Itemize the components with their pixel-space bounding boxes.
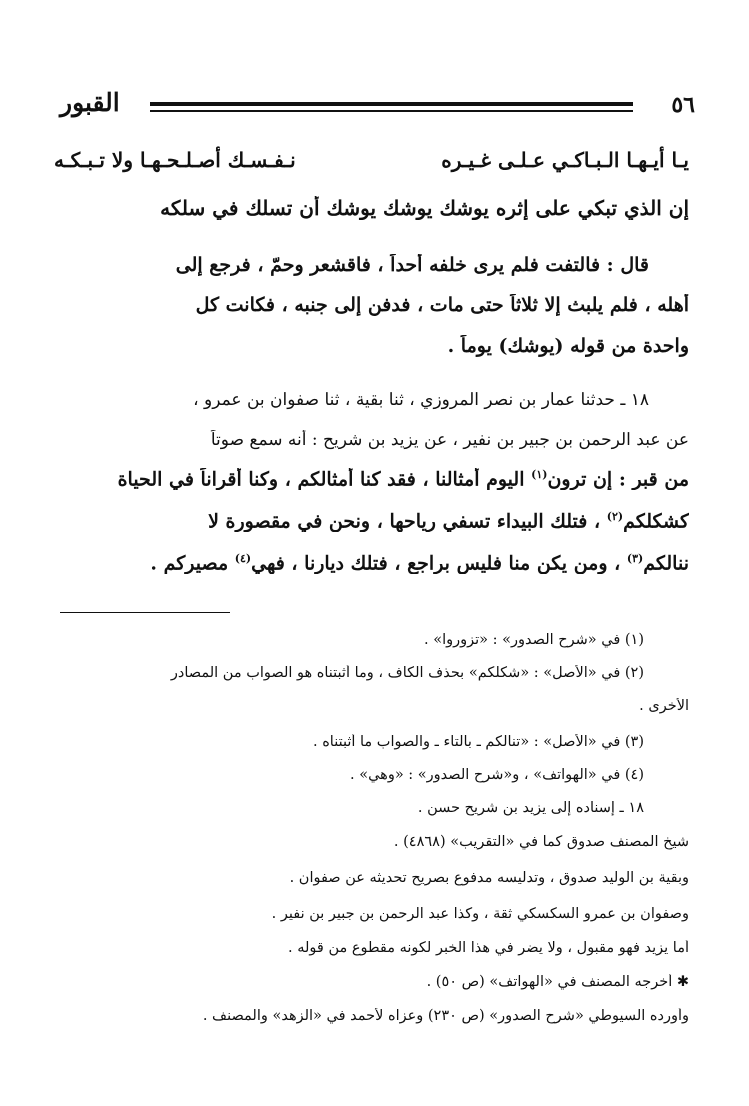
verse-1-first-hemistich: يـا أيـهـا الـبـاكـي عـلـى غـيـره <box>441 148 689 172</box>
hadith-line-3-start: من قبر : إن ترون <box>547 468 689 491</box>
hadith-line-3 <box>60 468 689 490</box>
hadith-line-2: عن عبد الرحمن بن جبير بن نفير ، عن يزيد بن شريح : أنه سمع صوتاً <box>210 430 689 450</box>
poem-verse-2: إن الذي تبكي على إثره يوشك يوشك يوشك أن تسلك في سلكه <box>160 196 689 220</box>
verse-1-second-hemistich: نـفـسـك أصـلـحـهـا ولا تـبـكـه <box>54 148 296 172</box>
footnote-2-line-2: الأخرى . <box>639 698 689 714</box>
tahqiq-line-3: وبقية بن الوليد صدوق ، وتدليسه مدفوع بصريح تحديثه عن صفوان . <box>289 870 689 886</box>
narrative-line-2: أهله ، فلم يلبث إلا ثلاثاً حتى مات ، فدفن إلى جنبه ، فكانت كل <box>195 294 689 316</box>
hadith-line-4 <box>60 510 689 532</box>
tahqiq-line-7: وأورده السيوطي «شرح الصدور» (ص ٢٣٠) وعزاه لأحمد في «الزهد» والمصنف . <box>202 1008 689 1024</box>
tahqiq-line-2: شيخ المصنف صدوق كما في «التقريب» (٤٨٦٨) . <box>393 834 689 850</box>
tahqiq-line-1: ١٨ ـ إسناده إلى يزيد بن شريح حسن . <box>417 800 644 816</box>
footnote-separator <box>60 612 230 613</box>
footnote-ref-1[interactable]: (١) <box>531 468 548 481</box>
header-rule-thin <box>150 110 633 112</box>
footnote-ref-3[interactable]: (٣) <box>626 552 644 565</box>
footnote-1: (١) في «شرح الصدور» : «تزوروا» . <box>424 632 644 648</box>
tahqiq-line-5: أما يزيد فهو مقبول ، ولا يضر في هذا الخبر لكونه مقطوع من قوله . <box>288 940 689 956</box>
hadith-line-3-end: اليوم أمثالنا ، فقد كنا أمثالكم ، وكنا أقراناً في الحياة <box>117 468 532 491</box>
narrative-line-1: قال : فالتفت فلم يرى خلفه أحداً ، فاقشعر وحمّ ، فرجع إلى <box>175 254 649 276</box>
page-header <box>60 88 695 128</box>
page-number: ٥٦ <box>671 92 695 118</box>
footnote-ref-2[interactable]: (٢) <box>606 510 624 523</box>
footnote-3: (٣) في «الأصل» : «تنالكم ـ بالتاء ـ والصواب ما أثبتناه . <box>312 734 644 750</box>
hadith-line-4-start: كشكلكم <box>623 510 689 533</box>
header-rule-thick <box>150 102 633 106</box>
footnote-2-line-1: (٢) في «الأصل» : «شكلكم» بحذف الكاف ، وما أثبتناه هو الصواب من المصادر <box>170 665 644 681</box>
running-title: القبور <box>60 88 120 117</box>
tahqiq-line-4: وصفوان بن عمرو السكسكي ثقة ، وكذا عبد الرحمن بن جبير بن نفير . <box>271 906 689 922</box>
hadith-line-5-start: ننالكم <box>643 552 689 575</box>
hadith-line-4-end: ، فتلك البيداء تسفي رياحها ، ونحن في مقصورة لا <box>208 510 607 533</box>
hadith-line-1: ١٨ ـ حدثنا عمار بن نصر المروزي ، ثنا بقية ، ثنا صفوان بن عمرو ، <box>193 390 649 410</box>
footnote-ref-4[interactable]: (٤) <box>234 552 252 565</box>
poem-verse-1 <box>54 148 689 182</box>
narrative-line-3: واحدة من قوله (يوشك) يوماً . <box>447 335 689 357</box>
hadith-line-5 <box>60 552 689 574</box>
hadith-line-5-end: مصيركم . <box>150 552 235 575</box>
tahqiq-line-6: ✱ أخرجه المصنف في «الهواتف» (ص ٥٠) . <box>426 974 689 990</box>
hadith-line-5-middle: ، ومن يكن منا فليس براجع ، فتلك ديارنا ، فهي <box>251 552 627 575</box>
footnote-4: (٤) في «الهواتف» ، و«شرح الصدور» : «وهي» . <box>350 767 644 783</box>
